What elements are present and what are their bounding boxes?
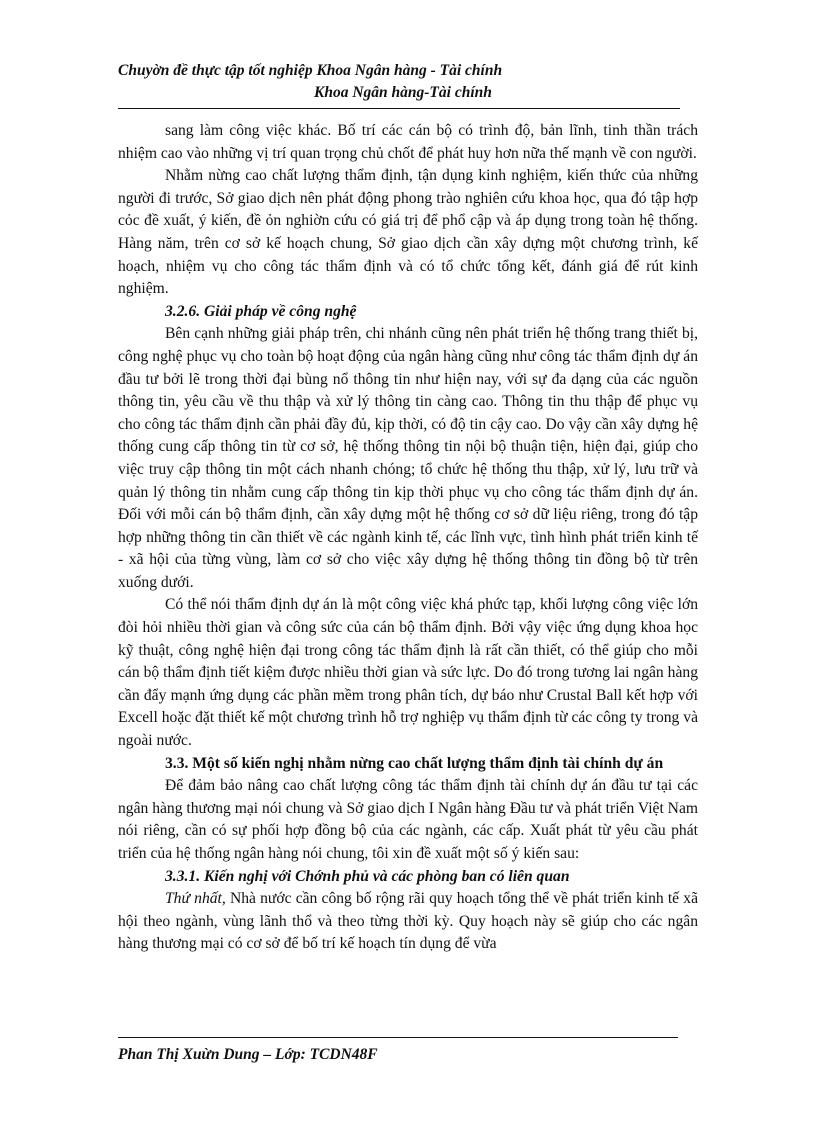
paragraph-4: Có thể nói thẩm định dự án là một công việc khá phức tạp, khối lượng công việc lớn đòi hỏi nhiều thời gian và công sức của cán bộ thẩm định. Bởi vậy việc ứng dụng khoa học kỹ thuật, công nghệ hiện đại trong công tác thẩm định là rất cần thiết, có thể giúp cho mỗi cán bộ thẩm định tiết kiệm được nhiều thời gian và sức lực. Do đó trong tương lai ngân hàng cần đẩy mạnh ứng dụng các phần mềm trong phân tích, dự báo như Crustal Ball kết hợp với Excell hoặc đặt thiết kế một chương trình hỗ trợ nghiệp vụ thẩm định từ các công ty trong và ngoài nước. — [118, 596, 698, 750]
section-heading-3-3: 3.3. Một số kiến nghị nhằm nừng cao chất lượng thẩm định tài chính dự án — [165, 754, 664, 772]
header-line-1: Chuyờn đề thực tập tốt nghiệp Khoa Ngân hàng - Tài chính — [118, 62, 503, 79]
paragraph-1: sang làm công việc khác. Bố trí các cán bộ có trình độ, bản lĩnh, tinh thần trách nhiệm cao vào những vị trí quan trọng chủ chốt để phát huy hơn nữa thế mạnh về con người. — [118, 122, 698, 162]
paragraph-5: Để đảm bảo nâng cao chất lượng công tác thẩm định tài chính dự án đầu tư tại các ngân hàng thương mại nói chung và Sở giao dịch I Ngân hàng Đầu tư và phát triển Việt Nam nói riêng, cần có sự phối hợp đồng bộ của các ngành, các cấp. Xuất phát từ yêu cầu phát triển của hệ thống ngân hàng nói chung, tôi xin đề xuất một số ý kiến sau: — [118, 777, 698, 862]
header-divider — [118, 108, 680, 109]
paragraph-6-lead: Thứ nhất, — [165, 890, 226, 908]
footer-divider — [118, 1037, 678, 1038]
header-line-2: Khoa Ngân hàng-Tài chính — [314, 84, 492, 101]
page-header — [118, 60, 678, 104]
section-heading-3-3-1: 3.3.1. Kiến nghị với Chớnh phủ và các phòng ban có liên quan — [165, 867, 570, 885]
page-footer: Phan Thị Xuừn Dung – Lớp: TCDN48F — [118, 1046, 378, 1063]
section-heading-3-2-6: 3.2.6. Giải pháp về công nghệ — [165, 302, 357, 320]
paragraph-2: Nhằm nừng cao chất lượng thẩm định, tận dụng kinh nghiệm, kiến thức của những người đi trước, Sở giao dịch nên phát động phong trào nghiên cứu khoa học, qua đó tập hợp cỏc đề xuất, ý kiến, đề ỏn nghiờn cứu có giá trị để phổ cập và áp dụng trong toàn hệ thống. Hàng năm, trên cơ sở kế hoạch chung, Sở giao dịch cần xây dựng một chương trình, kế hoạch, nhiệm vụ cho công tác thẩm định và có tổ chức tổng kết, đánh giá để rút kinh nghiệm. — [118, 167, 698, 298]
paragraph-6 — [118, 888, 698, 956]
document-body — [118, 120, 698, 956]
paragraph-3: Bên cạnh những giải pháp trên, chi nhánh cũng nên phát triển hệ thống trang thiết bị, công nghệ phục vụ cho toàn bộ hoạt động của ngân hàng cũng như công tác thẩm định dự án đầu tư bởi lẽ trong thời đại bùng nổ thông tin như hiện nay, với sự đa dạng của các nguồn thông tin, yêu cầu về thu thập và xử lý thông tin càng cao. Thông tin thu thập để phục vụ cho công tác thẩm định cần phải đầy đủ, kịp thời, có độ tin cậy cao. Do vậy cần xây dựng hệ thống cung cấp thông tin từ cơ sở, hệ thống thông tin nội bộ thuận tiện, hiện đại, giúp cho việc truy cập thông tin một cách nhanh chóng; tổ chức hệ thống thu thập, xử lý, lưu trữ và quản lý thông tin nhằm cung cấp thông tin kịp thời phục vụ cho công tác thẩm định dự án. Đối với mỗi cán bộ thẩm định, cần xây dựng một hệ thống cơ sở dữ liệu riêng, trong đó tập hợp những thông tin cần thiết về các ngành kinh tế, các lĩnh vực, tình hình phát triển kinh tế - xã hội của từng vùng, làm cơ sở cho việc xây dựng hệ thống thông tin đồng bộ từ trên xuống dưới. — [118, 325, 698, 591]
paragraph-6-text: Nhà nước cần công bố rộng rãi quy hoạch tổng thể về phát triển kinh tế xã hội theo ngành, vùng lãnh thổ và theo từng thời kỳ. Quy hoạch này sẽ giúp cho các ngân hàng thương mại có cơ sở để bố trí kế hoạch tín dụng để vừa — [118, 890, 698, 953]
